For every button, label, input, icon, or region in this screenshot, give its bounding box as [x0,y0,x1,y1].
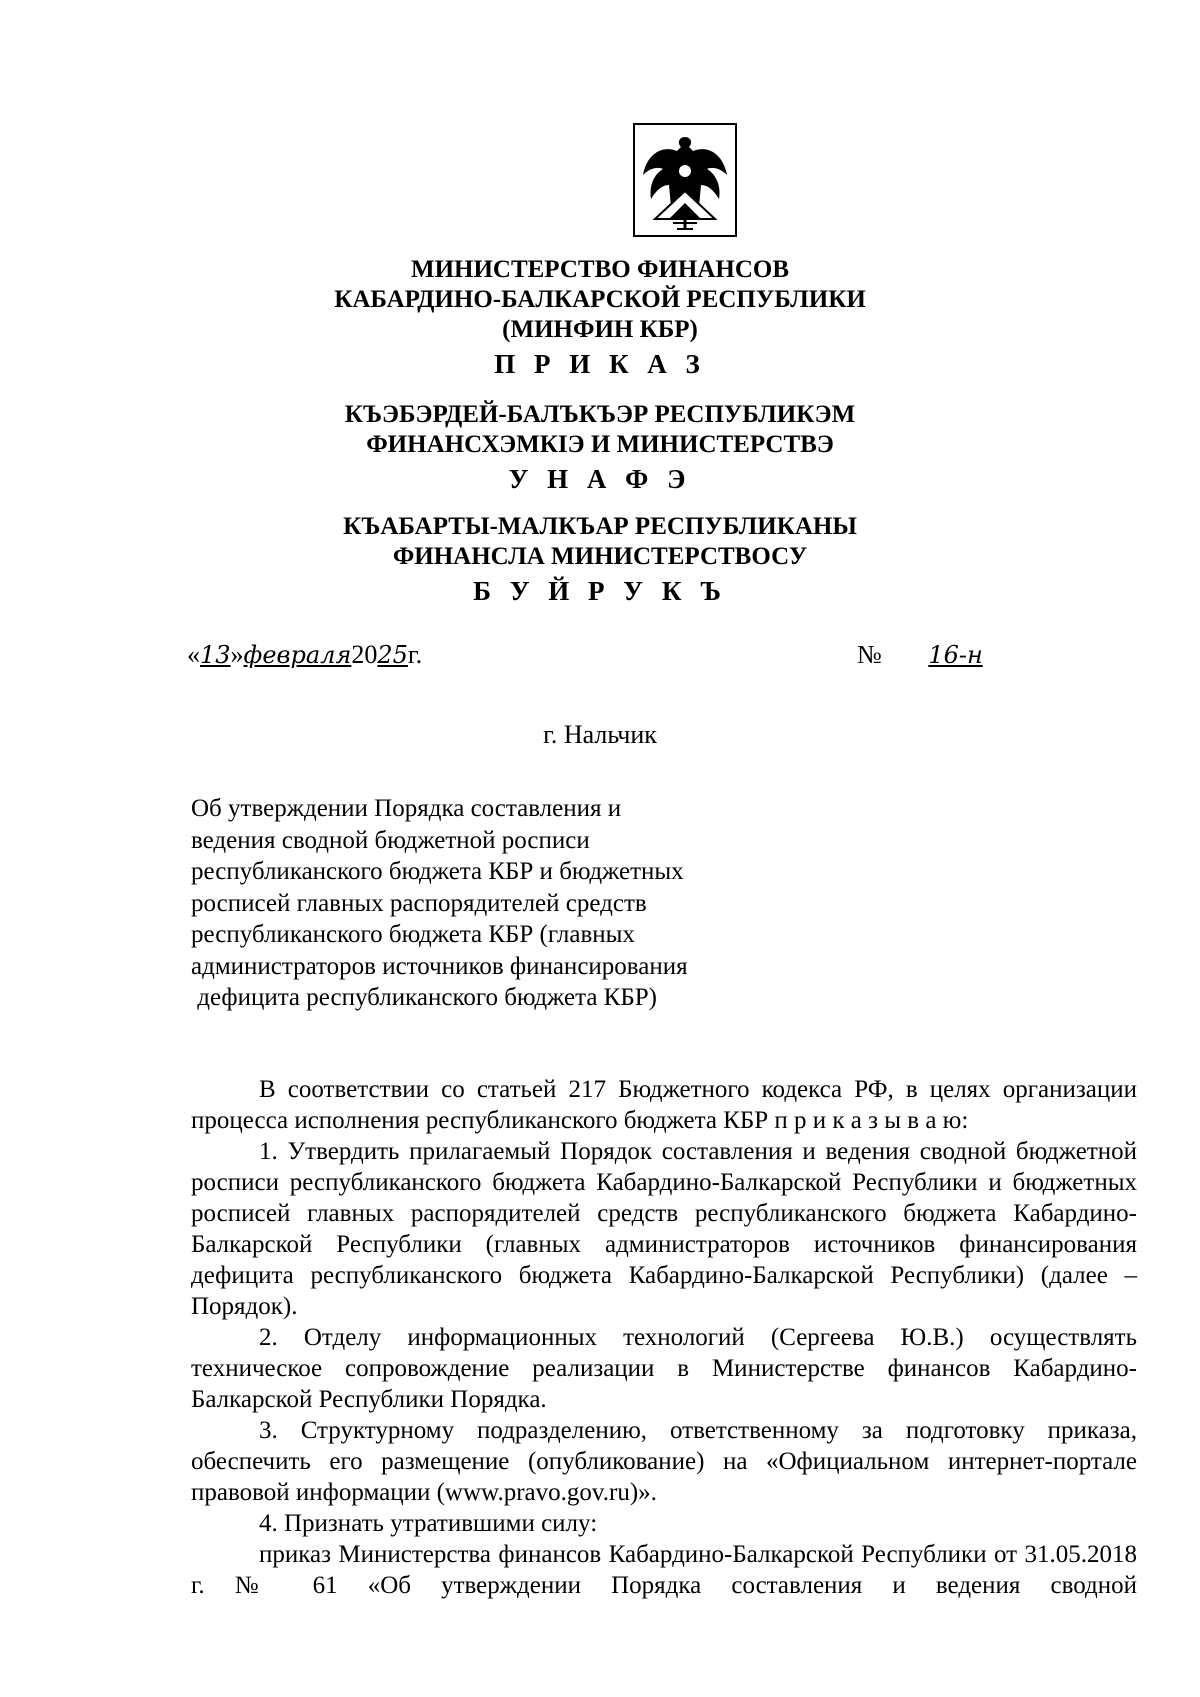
doc-type-ru: П Р И К А З [494,349,706,379]
subject-line: дефицита республиканского бюджета КБР) [191,984,657,1011]
ministry-name-kbd-line2: ФИНАНСХЭМКIЭ И МИНИСТЕРСТВЭ [366,431,834,458]
ministry-name-krc [0,512,1200,606]
date-year-suffix: 25 [377,641,408,669]
ministry-name-kbd-line1: КЪЭБЭРДЕЙ-БАЛЪКЪЭР РЕСПУБЛИКЭМ [344,401,856,428]
body-paragraph-2: 2. Отделу информационных технологий (Сергеева Ю.В.) осуществлять техническое сопровождение реализации в Министерстве финансов Кабардино-Балкарской Республики Порядка. [191,1324,1137,1413]
ministry-name-ru-line3: (МИНФИН КБР) [502,316,698,343]
subject-line: республиканского бюджета КБР и бюджетных [191,858,684,885]
kbr-coat-of-arms-icon [633,123,737,237]
order-date [187,640,422,670]
date-day: 13 [200,641,231,669]
date-close-quote: » [230,640,244,669]
subject-line: республиканского бюджета КБР (главных [191,921,635,948]
subject-line: Об утверждении Порядка составления и [191,795,622,822]
body-paragraph-1: 1. Утвердить прилагаемый Порядок составления и ведения сводной бюджетной росписи республиканского бюджета Кабардино-Балкарской Республики и бюджетных росписей главных распорядителей средств республиканского бюджета Кабардино-Балкарской Республики (главных администраторов источников финансирования дефицита республиканского бюджета Кабардино-Балкарской Республики) (далее – Порядок). [191,1138,1137,1320]
city: г. Нальчик [543,720,657,749]
ministry-name-kbd [0,400,1200,494]
doc-type-kbd: У Н А Ф Э [508,464,692,494]
doc-type-krc: Б У Й Р У К Ъ [473,576,727,606]
body-paragraph-3: 3. Структурному подразделению, ответственному за подготовку приказа, обеспечить его размещение (опубликование) на «Официальном интернет-портале правовой информации (www.pravo.gov.ru)». [191,1417,1137,1506]
body-paragraph-4: 4. Признать утратившими силу: [259,1510,598,1537]
date-year-prefix: 20 [351,640,378,669]
date-open-quote: « [187,640,200,669]
ministry-name-ru-line2: КАБАРДИНО-БАЛКАРСКОЙ РЕСПУБЛИКИ [334,286,866,313]
subject-line: росписей главных распорядителей средств [191,889,647,917]
order-number [857,640,1148,670]
body-paragraph-preamble: В соответствии со статьей 217 Бюджетного кодекса РФ, в целях организации процесса исполнения республиканского бюджета КБР п р и к а з ы в а ю: [191,1076,1137,1134]
number-label: № [857,640,882,669]
body-paragraph-5: приказ Министерства финансов Кабардино-Балкарской Республики от 31.05.2018 г. № 61 «Об утверждении Порядка составления и ведения сводной [191,1541,1137,1599]
ministry-name-krc-line2: ФИНАНСЛА МИНИСТЕРСТВОСУ [392,543,808,570]
order-subject [191,793,751,1014]
order-body [191,1074,1137,1601]
ministry-name-krc-line1: КЪАБАРТЫ-МАЛКЪАР РЕСПУБЛИКАНЫ [343,513,857,540]
number-value: 16-н [928,641,983,669]
ministry-name-ru-line1: МИНИСТЕРСТВО ФИНАНСОВ [410,256,790,283]
subject-line: ведения сводной бюджетной росписи [191,826,590,854]
date-month: февраля [243,641,352,669]
date-suffix: г. [407,640,423,669]
subject-line: администраторов источников финансирования [191,952,688,980]
ministry-name-ru [0,255,1200,379]
